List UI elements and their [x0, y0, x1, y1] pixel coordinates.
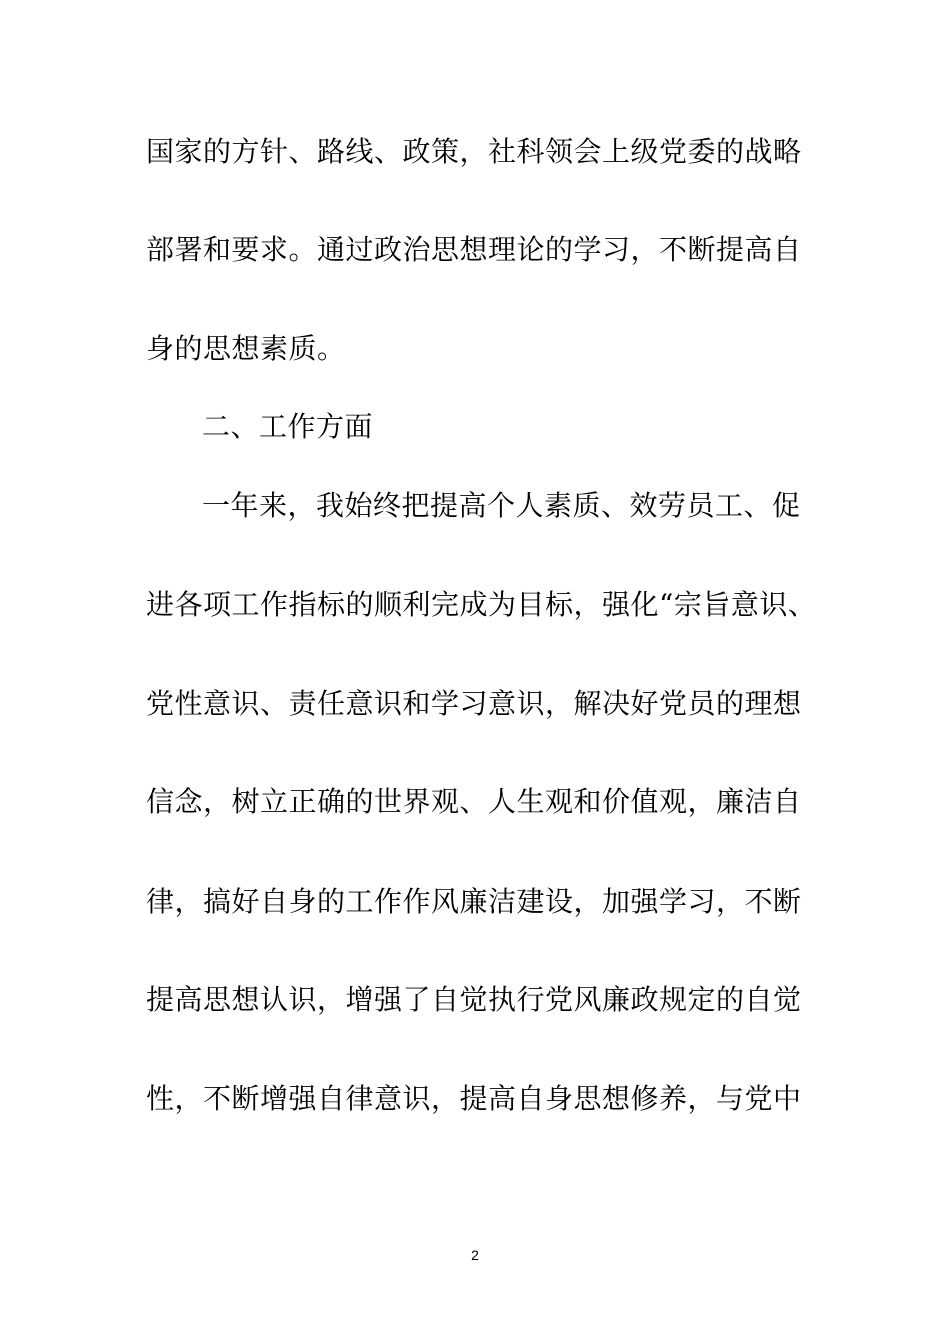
body-text-line: 提高思想认识，增强了自觉执行党风廉政规定的自觉 — [146, 983, 802, 1016]
body-text-line: 进各项工作指标的顺利完成为目标，强化“宗旨意识、 — [146, 588, 817, 621]
body-text-line: 党性意识、责任意识和学习意识，解决好党员的理想 — [146, 687, 802, 720]
body-text-line: 一年来，我始终把提高个人素质、效劳员工、促 — [202, 489, 801, 522]
body-text-line: 信念，树立正确的世界观、人生观和价值观，廉洁自 — [146, 785, 802, 818]
body-text-line: 部署和要求。通过政治思想理论的学习，不断提高自 — [146, 233, 802, 266]
section-heading: 二、工作方面 — [202, 410, 374, 443]
body-text-line: 身的思想素质。 — [146, 332, 346, 365]
body-text-line: 国家的方针、路线、政策，社科领会上级党委的战略 — [146, 135, 802, 168]
page-number: 2 — [471, 1247, 479, 1263]
body-text-line: 性，不断增强自律意识，提高自身思想修养，与党中 — [146, 1082, 802, 1115]
body-text-line: 律，搞好自身的工作作风廉洁建设，加强学习，不断 — [146, 885, 802, 918]
